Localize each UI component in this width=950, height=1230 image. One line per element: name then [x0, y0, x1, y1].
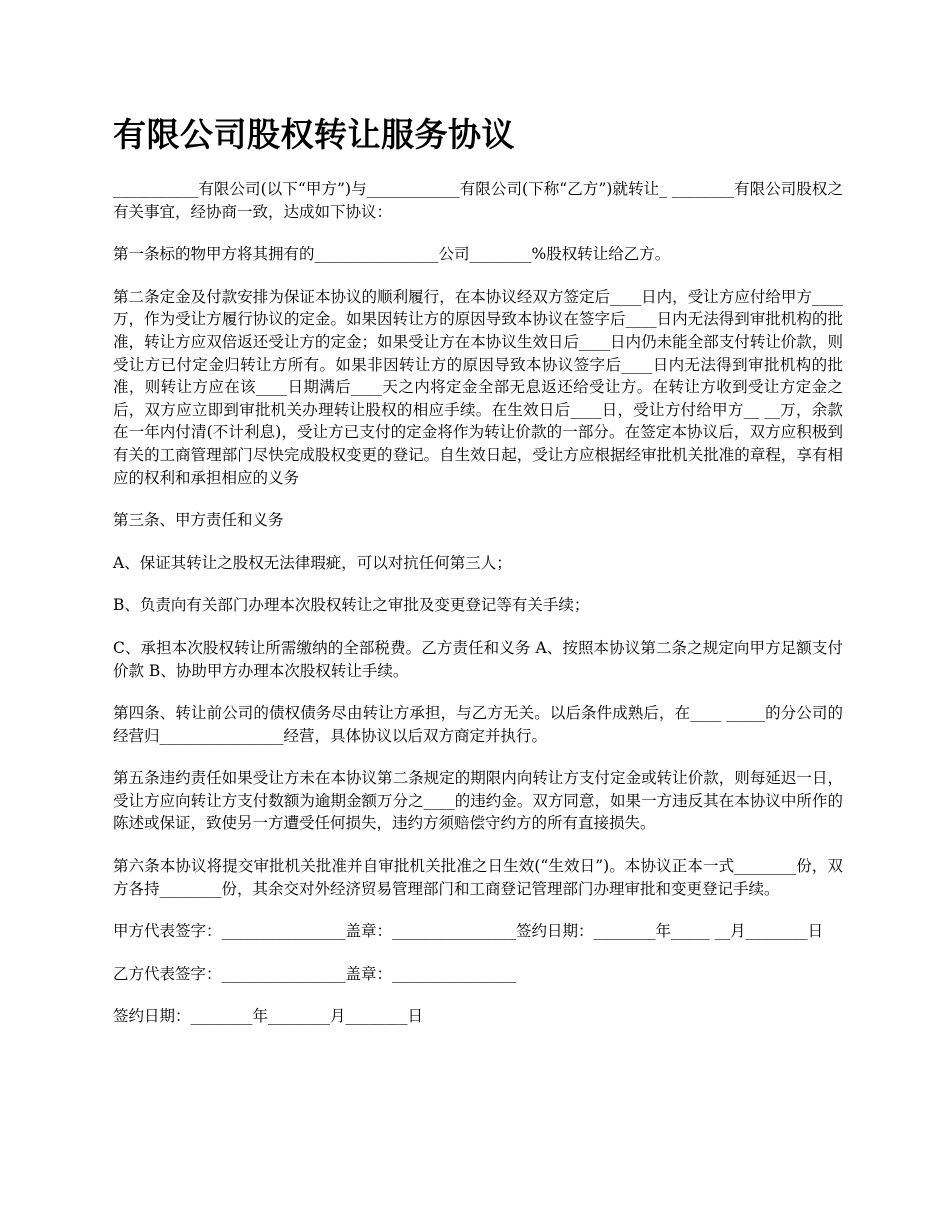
party-b-signature-line: 乙方代表签字：________________盖章：________________	[113, 964, 517, 983]
article-2-paragraph: 第二条定金及付款安排为保证本协议的顺利履行，在本协议经双方签定后____日内，受让方应付给甲方____万，作为受让方履行协议的定金。如果因转让方的原因导致本协议在签字后____日内无法得到审批机构的批准，转让方应双倍返还受让方的定金；如果受让方在本协议生效日后____日内仍未能全部支付转让价款，则受让方已付定金归转让方所有。如果非因转让方的原因导致本协议签字后____日内无法得到审批机构的批准，则转让方应在该____日期满后____天之内将定金全部无息返还给受让方。在转让方收到受让方定金之后，双方应立即到审批机关办理转让股权的相应手续。在生效日后____日，受让方付给甲方__ __万，余款在一年内付清(不计利息)，受让方已支付的定金将作为转让价款的一部分。在签定本协议后，双方应积极到有关的工商管理部门尽快完成股权变更的登记。自生效日起，受让方应根据经审批机关批准的章程，享有相应的权利和承担相应的义务	[113, 287, 843, 487]
article-3-item-c: C、承担本次股权转让所需缴纳的全部税费。乙方责任和义务 A、按照本协议第二条之规定向甲方足额支付价款 B、协助甲方办理本次股权转让手续。	[113, 638, 843, 680]
article-1-paragraph: 第一条标的物甲方将其拥有的________________公司________%股权转让给乙方。	[113, 245, 671, 264]
article-6-paragraph: 第六条本协议将提交审批机关批准并自审批机关批准之日生效(“生效日”)。本协议正本一式________份，双方各持________份，其余交对外经济贸易管理部门和工商登记管理部门办理审批和变更登记手续。	[113, 857, 843, 898]
signing-date-line: 签约日期：________年________月________日	[113, 1007, 424, 1026]
document-title: 有限公司股权转让服务协议	[113, 115, 515, 154]
document-page	[113, 112, 843, 1048]
article-3-item-b: B、负责向有关部门办理本次股权转让之审批及变更登记等有关手续；	[113, 596, 590, 615]
party-a-signature-line: 甲方代表签字：________________盖章：________________签约日期：________年_____ __月________日	[113, 922, 824, 941]
article-4-paragraph: 第四条、转让前公司的债权债务尽由转让方承担，与乙方无关。以后条件成熟后，在____ _____的分公司的经营归________________经营，具体协议以后双方商定并执行。	[113, 704, 843, 745]
article-5-paragraph: 第五条违约责任如果受让方未在本协议第二条规定的期限内向转让方支付定金或转让价款，则每延迟一日，受让方应向转让方支付数额为逾期金额万分之____的违约金。双方同意，如果一方违反其在本协议中所作的陈述或保证，致使另一方遭受任何损失，违约方须赔偿守约方的所有直接损失。	[113, 769, 843, 833]
intro-paragraph: ___________有限公司(以下“甲方”)与____________有限公司(下称“乙方”)就转让_ ________有限公司股权之有关事宜，经协商一致，达成如下协议：	[113, 180, 843, 221]
article-3-item-a: A、保证其转让之股权无法律瑕疵，可以对抗任何第三人；	[113, 553, 512, 572]
article-3-heading: 第三条、甲方责任和义务	[113, 511, 284, 530]
